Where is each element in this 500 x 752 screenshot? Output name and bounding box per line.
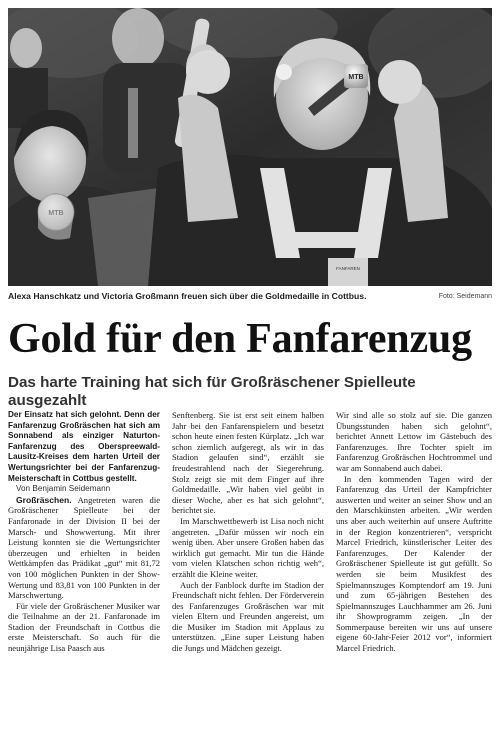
- photo-credit: Foto: Seidemann: [438, 292, 492, 300]
- shirt-emblem-label: FANFAREN: [336, 266, 360, 271]
- article-lead: Der Einsatz hat sich gelohnt. Denn der Fanfarenzug Großräschen hat sich am Sonnabend als einziger Naturton-Fanfarenzug des Oberspreewald-Lausitz-Kreises dem harten Urteil der Wertungsrichter bei der Fanfarenzug-Meisterschaft in Cottbus gestellt.: [8, 410, 160, 483]
- article-column-1: [8, 410, 160, 746]
- article-photo: [8, 8, 492, 286]
- article-subheadline: Das harte Training hat sich für Großräschener Spielleute ausgezahlt: [8, 374, 416, 409]
- column-1-paragraph-1: [8, 495, 160, 601]
- article-column-2: [172, 410, 324, 746]
- right-medal-label: MTB: [348, 74, 364, 81]
- column-2-paragraph-3: Auch der Fanblock durfte im Stadion der Freundschaft nicht fehlen. Der Förderverein des Fanfarenzuges Großräschen war mit vielen Eltern und Freunden angereist, um die Musiker im Stadion mit Applaus zu unterstützen. „Eine super Leistung haben die Jungs und Mädchen gezeigt.: [172, 579, 324, 654]
- column-1-paragraph-1-text: Angetreten waren die Großräschener Spielleute bei der Fanfaronade in der Division II bei der Marsch- und Showwertung. Mit ihrer Leistung konnten sie die Wertungsrichter überzeugen und erhielten in beiden Wettkämpfen das Prädikat „gut“ mit 81,72 von 100 möglichen Punkten in der Show-Wertung und 83,81 von 100 Punkten in der Marschwertung.: [8, 494, 160, 601]
- photo-illustration: [8, 8, 492, 286]
- column-2-paragraph-1: Senftenberg. Sie ist erst seit einem halben Jahr bei den Fanfarenspielern und besetzt schon heute einen festen Kürplatz. „Ich war schon ziemlich aufgeregt, als wir in das Stadion gelaufen sind“, erzählt sie freudestrahlend nach der Siegerehrung. Stolz zeigt sie mit dem Finger auf ihre Goldmedaille. „Wir haben viel geübt in dieser Woche, aber es hat sich gelohnt“, berichtet sie.: [172, 410, 324, 516]
- column-1-paragraph-2: Für viele der Großräschener Musiker war die Teilnahme an der 21. Fanfaronade im Stadion der Freundschaft in Cottbus die erste Meisterschaft. So auch für die neunjährige Lisa Paasch aus: [8, 600, 160, 654]
- article-dateline: Großräschen.: [16, 494, 72, 505]
- photo-caption: Alexa Hanschkatz und Victoria Großmann freuen sich über die Goldmedaille in Cottbus.: [8, 291, 367, 301]
- article-author: Von Benjamin Seidemann: [16, 484, 111, 494]
- column-3-paragraph-1: Wir sind alle so stolz auf sie. Die ganzen Übungsstunden haben sich gelohnt“, berichtet Annett Lettow im Gästebuch des Fanfarenzuges. Ihre Tochter spielt im Fanfarenzug Großräschen Hochtrommel und war am Sonnabend auch dabei.: [336, 410, 492, 473]
- column-2-paragraph-2: Im Marschwettbewerb ist Lisa noch nicht angetreten. „Dafür müssen wir noch ein wenig üben. Aber unsere Großen haben das wirklich gut gemacht. Mir tun die Hände vom vielen Klatschen schon richtig weh“, erzählt die Kleine weiter.: [172, 515, 324, 579]
- column-3-paragraph-2: In den kommenden Tagen wird der Fanfarenzug das Urteil der Kampfrichter auswerten und weiter an seiner Show und an den Marschkünsten arbeiten. „Wir werden uns aber auch weiterhin auf unsere Auftritte in der Region konzentrieren“, verspricht Marcel Friedrich, künstlerischer Leiter des Fanfarenzuges. Der Kalender der Großräschener Spielleute ist gut gefüllt. So werden sie beim Musikfest des Spielmannszuges Komptendorf am 19. Juni und zum 65-jährigen Bestehen des Spielmannszuges Lauchhammer am 26. Juni ihr Showprogramm zeigen. „In der Sommerpause bereiten wir uns auf unsere eigene 60-Jahr-Feier 2012 vor“, informiert Marcel Friedrich.: [336, 473, 492, 654]
- photo-caption-row: [8, 289, 492, 303]
- article-column-3: [336, 410, 492, 746]
- article-headline: Gold für den Fanfarenzug: [8, 316, 472, 362]
